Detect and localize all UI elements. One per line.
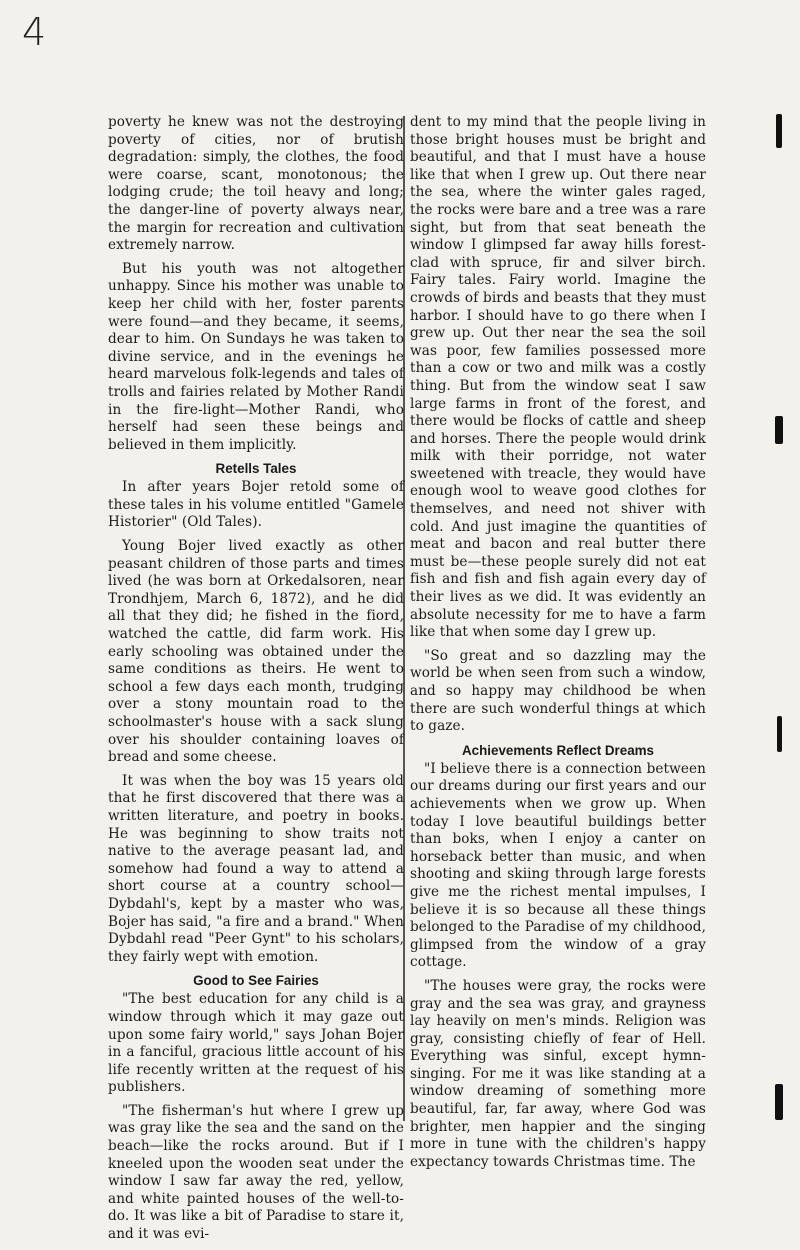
paragraph: poverty he knew was not the destroying poverty of cities, nor of brutish degradation: simply, the clothes, the food were coarse, scant, monotonous; the lodging crude; the toil heavy and long; the danger-line of poverty always near, the margin for recreation and cultivation extremely narrow. bbox=[108, 114, 404, 254]
paragraph: "The fisherman's hut where I grew up was gray like the sea and the sand on the beach—like the rocks around. But if I kneeled upon the wooden seat under the window I saw far away the red, yellow, and white painted houses of the well-to-do. It was like a bit of Paradise to stare it, and it was evi- bbox=[108, 1102, 404, 1243]
margin-mark-3 bbox=[777, 716, 782, 752]
paragraph: "So great and so dazzling may the world be when seen from such a window, and so happy may childhood be when there are such wonderful things at which to gaze. bbox=[410, 647, 706, 735]
paragraph: In after years Bojer retold some of these tales in his volume entitled "Gamele Historier" (Old Tales). bbox=[108, 479, 404, 531]
margin-mark-1 bbox=[776, 114, 782, 148]
page-number: 4 bbox=[22, 10, 47, 54]
paragraph: "The best education for any child is a window through which it may gaze out upon some fairy world," says Johan Bojer in a fanciful, gracious little account of his life recently written at the request of his publishers. bbox=[108, 991, 404, 1096]
paragraph: But his youth was not altogether unhappy. Since his mother was unable to keep her child with her, foster parents were found—and they became, it seems, dear to him. On Sundays he was taken to divine service, and in the evenings he heard marvelous folk-legends and tales of trolls and fairies related by Mother Randi in the fire-light—Mother Randi, who herself had seen these beings and believed in them implicitly. bbox=[108, 260, 404, 453]
paragraph: It was when the boy was 15 years old that he first discovered that there was a written literature, and poetry in books. He was beginning to show traits not native to the average peasant lad, and somehow had found a way to attend a short course at a country school—Dybdahl's, kept by a master who was, Bojer has said, "a fire and a brand." When Dybdahl read "Peer Gynt" to his scholars, they fairly wept with emotion. bbox=[108, 772, 404, 965]
subheading-achievements-reflect-dreams: Achievements Reflect Dreams bbox=[461, 742, 655, 758]
paragraph: "The houses were gray, the rocks were gray and the sea was gray, and grayness lay heavily on men's minds. Religion was gray, consisting chiefly of fear of Hell. Everything was sinful, except hymn-singing. For me it was like standing at a window dreaming of something more beautiful, far, far away, where God was brighter, men happier and the singing more in tune with the children's happy expectancy towards Christmas time. The bbox=[410, 977, 706, 1170]
margin-mark-4 bbox=[775, 1084, 783, 1120]
right-column bbox=[410, 114, 706, 1177]
margin-mark-2 bbox=[775, 416, 783, 444]
paragraph: Young Bojer lived exactly as other peasant children of those parts and times lived (he was born at Orkedalsoren, near Trondhjem, March 6, 1872), and he did all that they did; he fished in the fiord, watched the cattle, did farm work. His early schooling was obtained under the same conditions as theirs. He went to school a few days each month, trudging over a stony mountain road to the schoolmaster's house with a sack slung over his shoulder containing loaves of bread and some cheese. bbox=[108, 538, 404, 766]
paragraph: "I believe there is a connection between our dreams during our first years and our achievements when we grow up. When today I love beautiful buildings better than boks, when I enjoy a canter on horseback better than music, and when shooting and skiing through large forests give me the richest mental impulses, I believe it is so because all these things belonged to the Paradise of my childhood, glimpsed from the window of a gray cottage. bbox=[410, 760, 706, 971]
left-column bbox=[108, 114, 404, 1250]
subheading-retells-tales: Retells Tales bbox=[215, 461, 297, 477]
paragraph: dent to my mind that the people living in those bright houses must be bright and beautiful, and that I must have a house like that when I grew up. Out there near the sea, where the winter gales raged, the rocks were bare and a tree was a rare sight, but from that seat beneath the window I glimpsed far away hills forest-clad with spruce, fir and silver birch. Fairy tales. Fairy world. Imagine the crowds of birds and beasts that they must harbor. I should have to go there when I grew up. Out ther near the sea the soil was poor, few families possessed more than a cow or two and milk was a costly thing. But from the window seat I saw large farms in front of the forest, and there would be flocks of cattle and sheep and horses. There the people would drink milk with their porridge, not water sweetened with treacle, they would have enough wool to weave good clothes for themselves, and need not shiver with cold. And just imagine the quantities of meat and bacon and real butter there must be—these people surely did not eat fish and fish and fish again every day of their lives as we did. It was evidently an absolute necessity for me to have a farm like that when some day I grew up. bbox=[410, 114, 706, 641]
subheading-good-to-see-fairies: Good to See Fairies bbox=[193, 973, 319, 989]
